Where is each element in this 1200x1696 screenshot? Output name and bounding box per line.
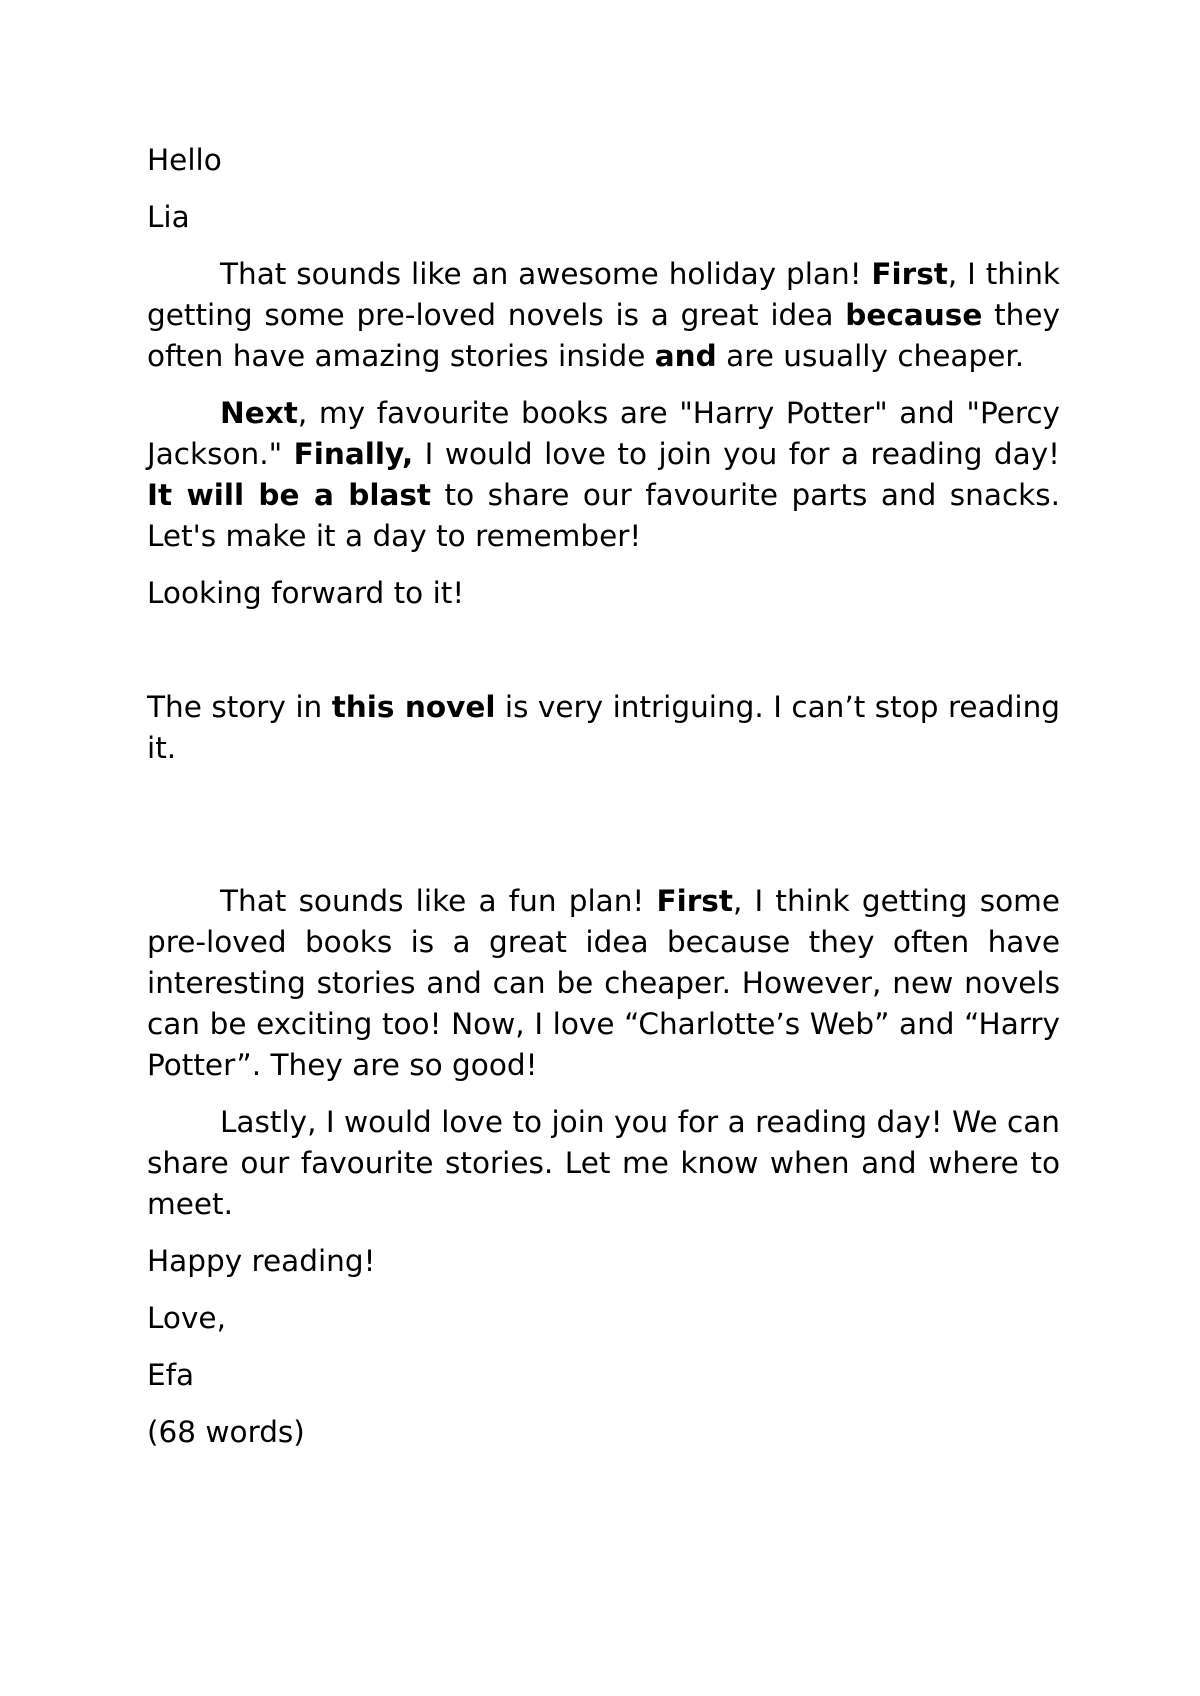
bold-word-because: because <box>845 298 983 332</box>
text-run: I would love to join you for a reading day! <box>413 437 1060 471</box>
bold-phrase-this-novel: this novel <box>331 690 496 724</box>
letter1-paragraph-2 <box>147 393 1060 557</box>
bold-word-and: and <box>654 339 717 373</box>
document-body <box>147 140 1060 1469</box>
spacer <box>147 785 1060 881</box>
bold-phrase-blast: It will be a blast <box>147 478 432 512</box>
text-run: to share our favourite parts and snacks. Let's make it a day to remember! <box>147 478 1060 553</box>
text-run: is very intriguing. I can’t stop reading it. <box>147 690 1060 765</box>
sign-off: Love, <box>147 1301 226 1335</box>
letter1-closing: Looking forward to it! <box>147 576 465 610</box>
example-sentence <box>147 687 1060 769</box>
letter2-paragraph-2: Lastly, I would love to join you for a reading day! We can share our favourite stories. Let me know when and where to meet. <box>147 1105 1060 1221</box>
bold-word-finally: Finally, <box>293 437 414 471</box>
text-run: , I think getting some pre-loved books is a great idea because they often have interesting stories and can be cheaper. However, new novels can be exciting too! Now, I love “Charlotte’s Web” and “Harry Potter”. They are so good! <box>147 884 1061 1082</box>
text-run: they often have amazing stories inside <box>147 298 1060 373</box>
bold-word-first: First <box>871 257 948 291</box>
greeting: Hello <box>147 143 222 177</box>
text-run: That sounds like a fun plan! <box>220 884 657 918</box>
bold-word-first: First <box>656 884 733 918</box>
text-run: , I think getting some pre-loved novels is a great idea <box>147 257 1060 332</box>
spacer <box>147 630 1060 687</box>
addressee: Lia <box>147 200 190 234</box>
bold-word-next: Next <box>220 396 298 430</box>
text-run: , my favourite books are "Harry Potter" and "Percy Jackson." <box>147 396 1060 471</box>
text-run: That sounds like an awesome holiday plan! <box>220 257 872 291</box>
letter2-paragraph-1 <box>147 881 1060 1086</box>
text-run: The story in <box>147 690 332 724</box>
letter2-closing: Happy reading! <box>147 1244 376 1278</box>
letter1-paragraph-1 <box>147 254 1060 377</box>
text-run: are usually cheaper. <box>716 339 1025 373</box>
word-count: (68 words) <box>147 1415 305 1449</box>
signature: Efa <box>147 1358 195 1392</box>
